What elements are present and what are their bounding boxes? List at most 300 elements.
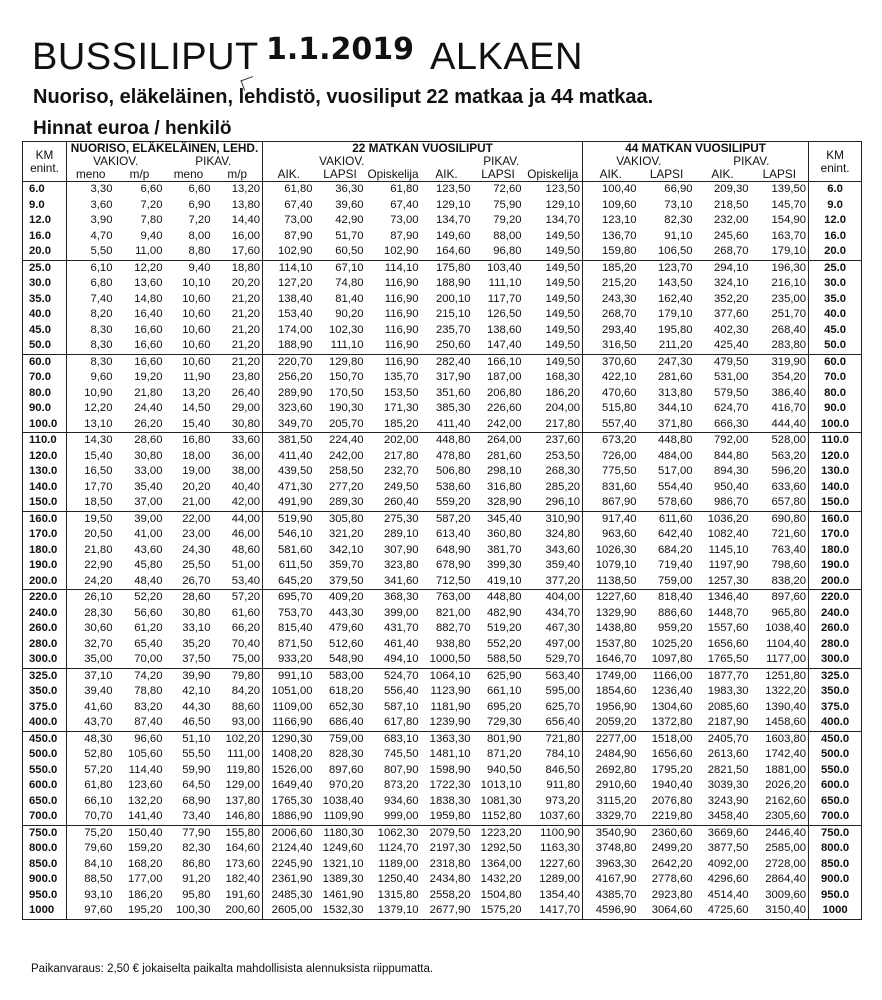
km-cell: 375.0: [23, 700, 67, 716]
price-cell: 478,80: [435, 449, 471, 462]
km-cell: 140.0: [23, 480, 67, 496]
price-cell: 10,60: [182, 308, 211, 321]
km-cell: 650.0: [23, 794, 67, 810]
price-cell: 2923,80: [651, 888, 693, 901]
price-cell: 55,50: [182, 748, 211, 761]
price-cell: 1526,00: [271, 763, 313, 776]
price-cell: 18,80: [213, 260, 263, 276]
price-cell: 138,40: [277, 292, 313, 305]
price-cell: 2910,60: [595, 779, 637, 792]
km-cell: 40.0: [23, 307, 67, 323]
price-cell: 1722,30: [429, 779, 471, 792]
price-cell: 10,60: [165, 354, 213, 370]
price-cell: 26,20: [134, 417, 163, 430]
price-cell: 1109,90: [323, 810, 364, 823]
price-cell: 195,80: [658, 323, 693, 336]
price-cell: 2677,90: [421, 903, 473, 919]
price-cell: 61,20: [134, 622, 163, 635]
price-cell: 75,00: [213, 652, 263, 668]
price-cell: 91,10: [664, 229, 693, 242]
price-cell: 4725,60: [695, 903, 751, 919]
price-cell: 32,70: [84, 637, 113, 650]
price-cell: 56,60: [134, 606, 163, 619]
price-cell: 886,60: [658, 606, 693, 619]
price-cell: 60,50: [335, 245, 364, 258]
price-cell: 642,40: [658, 528, 693, 541]
price-cell: 1180,30: [315, 825, 366, 841]
price-cell: 321,20: [328, 528, 364, 541]
price-cell: 911,80: [524, 778, 583, 794]
price-cell: 1838,30: [429, 794, 471, 807]
km-cell: 900.0: [23, 872, 67, 888]
price-cell: 86,80: [182, 857, 211, 870]
price-cell: 3,90: [90, 214, 113, 227]
price-cell: 16,60: [115, 354, 165, 370]
price-cell: 319,90: [751, 354, 809, 370]
price-cell: 753,70: [277, 606, 313, 619]
price-cell: 1026,30: [595, 543, 637, 556]
km-cell: 60.0: [23, 354, 67, 370]
price-cell: 13,60: [134, 277, 163, 290]
price-cell: 559,20: [435, 496, 471, 509]
km-cell-right: 750.0: [809, 825, 862, 841]
price-cell: 116,90: [384, 292, 419, 305]
price-cell: 75,90: [493, 198, 522, 211]
price-cell: 149,50: [524, 323, 583, 339]
price-cell: 444,40: [751, 417, 809, 433]
price-unit-note: Hinnat euroa / henkilö: [33, 118, 232, 139]
table-row: [23, 747, 862, 763]
price-cell: 16,60: [134, 339, 163, 352]
km-cell: 700.0: [23, 809, 67, 825]
price-cell: 9,40: [140, 229, 163, 242]
price-cell: 1250,40: [377, 873, 419, 886]
price-cell: 33,10: [182, 622, 211, 635]
price-cell: 425,40: [714, 339, 749, 352]
price-cell: 66,10: [84, 794, 113, 807]
price-cell: 381,70: [486, 543, 522, 556]
price-cell: 1145,10: [708, 543, 749, 556]
table-row: [23, 244, 862, 260]
price-cell: 933,20: [277, 653, 313, 666]
price-cell: 897,60: [328, 763, 364, 776]
km-cell: 325.0: [23, 668, 67, 684]
price-cell: 3115,20: [596, 794, 637, 807]
footer-note: Paikanvaraus: 2,50 € jokaiselta paikalta mahdollisista alennuksista riippumatta.: [31, 963, 434, 975]
price-cell: 253,50: [524, 449, 583, 465]
price-cell: 114,10: [263, 260, 315, 276]
price-cell: 87,90: [390, 229, 419, 242]
price-cell: 19,20: [134, 371, 163, 384]
price-cell: 351,60: [435, 386, 471, 399]
km-header-right-bottom: enint.: [820, 160, 850, 175]
price-cell: 96,60: [115, 731, 165, 747]
price-cell: 294,10: [695, 260, 751, 276]
km-cell: 100.0: [23, 417, 67, 433]
price-cell: 73,10: [664, 198, 693, 211]
price-cell: 48,40: [134, 574, 163, 587]
price-cell: 66,90: [664, 183, 693, 196]
price-cell: 147,40: [486, 339, 522, 352]
price-cell: 52,80: [84, 748, 113, 761]
price-cell: 114,40: [128, 763, 163, 776]
price-cell: 2277,00: [583, 731, 639, 747]
km-cell: 20.0: [23, 244, 67, 260]
price-cell: 2605,00: [263, 903, 315, 919]
price-cell: 136,70: [602, 229, 637, 242]
price-cell: 46,50: [182, 716, 211, 729]
price-cell: 166,10: [473, 354, 524, 370]
price-cell: 940,50: [486, 763, 522, 776]
price-cell: 491,90: [277, 496, 313, 509]
price-cell: 422,10: [602, 371, 637, 384]
price-cell: 114,10: [366, 260, 421, 276]
price-cell: 2864,40: [751, 872, 809, 888]
price-cell: 149,50: [524, 354, 583, 370]
price-cell: 625,90: [473, 668, 524, 684]
price-cell: 6,60: [140, 183, 163, 196]
price-cell: 1036,20: [695, 511, 751, 527]
price-cell: 3150,40: [751, 903, 809, 919]
table-row: [23, 417, 862, 433]
km-cell: 300.0: [23, 652, 67, 668]
price-cell: 784,10: [524, 747, 583, 763]
price-cell: 155,80: [213, 825, 263, 841]
price-cell: 41,60: [84, 700, 113, 713]
table-row: [23, 668, 862, 684]
price-cell: 324,80: [524, 527, 583, 543]
table-row: [23, 543, 862, 559]
price-cell: 1051,00: [271, 685, 313, 698]
km-cell: 450.0: [23, 731, 67, 747]
price-cell: 557,40: [602, 417, 637, 430]
price-cell: 1251,80: [751, 668, 809, 684]
km-cell-right: 650.0: [809, 794, 862, 810]
price-cell: 42,00: [213, 495, 263, 511]
price-cell: 88,00: [493, 229, 522, 242]
km-cell: 35.0: [23, 292, 67, 308]
price-cell: 1227,60: [583, 590, 639, 606]
price-cell: 188,90: [435, 277, 471, 290]
price-cell: 14,50: [182, 402, 211, 415]
price-cell: 2485,30: [271, 888, 313, 901]
table-row: [23, 464, 862, 480]
price-cell: 215,20: [602, 277, 637, 290]
price-cell: 116,90: [384, 277, 419, 290]
table-row: [23, 292, 862, 308]
table-row: [23, 606, 862, 622]
price-cell: 132,20: [127, 794, 163, 807]
price-cell: 368,30: [366, 590, 421, 606]
price-table-body: [23, 182, 862, 920]
price-cell: 78,80: [134, 685, 163, 698]
price-cell: 1239,90: [429, 716, 471, 729]
price-cell: 2197,30: [429, 842, 471, 855]
km-cell-right: 12.0: [809, 213, 862, 229]
price-cell: 1656,60: [651, 748, 693, 761]
price-cell: 611,60: [639, 511, 695, 527]
km-cell: 45.0: [23, 323, 67, 339]
price-cell: 129,00: [213, 778, 263, 794]
price-cell: 129,10: [524, 198, 583, 214]
price-cell: 448,80: [473, 590, 524, 606]
price-cell: 1646,70: [595, 653, 637, 666]
col-lapsi: LAPSI: [639, 168, 695, 182]
price-cell: 68,90: [182, 794, 211, 807]
km-cell-right: 700.0: [809, 809, 862, 825]
price-cell: 1765,30: [271, 794, 313, 807]
price-cell: 2059,20: [595, 716, 637, 729]
price-cell: 35,00: [84, 653, 113, 666]
group-header-22: 22 MATKAN VUOSILIPUT: [263, 142, 583, 156]
price-cell: 1322,20: [751, 684, 809, 700]
km-cell: 280.0: [23, 637, 67, 653]
price-cell: 29,00: [213, 401, 263, 417]
price-cell: 123,10: [602, 214, 637, 227]
price-cell: 581,60: [277, 543, 313, 556]
price-cell: 494,10: [383, 653, 419, 666]
price-cell: 111,00: [213, 747, 263, 763]
km-cell-right: 150.0: [809, 495, 862, 511]
price-cell: 2446,40: [751, 825, 809, 841]
col-opiskelija: Opiskelija: [524, 168, 583, 182]
km-cell: 6.0: [23, 182, 67, 198]
price-cell: 3,30: [90, 183, 113, 196]
price-cell: 39,40: [84, 685, 113, 698]
price-cell: 15,40: [84, 449, 113, 462]
price-cell: 1109,00: [272, 700, 313, 713]
price-cell: 359,40: [524, 558, 583, 574]
price-cell: 1765,50: [707, 653, 749, 666]
price-cell: 191,60: [213, 888, 263, 904]
price-cell: 1575,20: [473, 903, 524, 919]
price-cell: 149,50: [524, 244, 583, 260]
price-cell: 117,70: [487, 292, 522, 305]
price-cell: 1038,40: [322, 794, 364, 807]
title-text-left: BUSSILIPUT: [32, 36, 259, 78]
km-cell: 70.0: [23, 370, 67, 386]
document-title: [32, 28, 872, 80]
col-aik: AIK.: [263, 168, 315, 182]
km-cell-right: 600.0: [809, 778, 862, 794]
price-cell: 1025,20: [651, 637, 693, 650]
price-cell: 690,80: [751, 511, 809, 527]
price-cell: 1742,40: [751, 747, 809, 763]
price-cell: 1152,80: [481, 810, 522, 823]
price-cell: 897,60: [751, 590, 809, 606]
table-row: [23, 574, 862, 590]
price-cell: 149,50: [524, 276, 583, 292]
price-cell: 100,40: [602, 183, 637, 196]
price-cell: 1189,00: [378, 857, 419, 870]
table-row: [23, 841, 862, 857]
price-cell: 40,40: [213, 480, 263, 496]
price-cell: 61,60: [213, 606, 263, 622]
price-cell: 19,00: [182, 465, 211, 478]
col-meno: meno: [165, 168, 213, 182]
price-cell: 224,40: [315, 433, 366, 449]
price-cell: 79,60: [84, 842, 113, 855]
km-cell-right: 325.0: [809, 668, 862, 684]
price-cell: 8,30: [90, 323, 113, 336]
price-cell: 179,10: [658, 308, 693, 321]
price-cell: 7,40: [90, 292, 113, 305]
price-cell: 6,10: [67, 260, 115, 276]
price-cell: 28,30: [84, 606, 113, 619]
table-row: [23, 307, 862, 323]
price-cell: 596,20: [751, 464, 809, 480]
price-cell: 587,20: [421, 511, 473, 527]
km-cell: 190.0: [23, 558, 67, 574]
price-cell: 1038,40: [751, 621, 809, 637]
price-cell: 497,00: [524, 637, 583, 653]
km-cell-right: 500.0: [809, 747, 862, 763]
km-cell: 120.0: [23, 449, 67, 465]
price-cell: 37,50: [182, 653, 211, 666]
price-cell: 84,10: [84, 857, 113, 870]
km-cell: 30.0: [23, 276, 67, 292]
price-cell: 102,20: [213, 731, 263, 747]
price-cell: 72,60: [493, 183, 522, 196]
price-cell: 18,00: [182, 449, 211, 462]
price-cell: 844,80: [714, 449, 749, 462]
price-cell: 211,20: [658, 339, 693, 352]
price-cell: 19,50: [67, 511, 115, 527]
price-cell: 218,50: [714, 198, 749, 211]
price-cell: 8,30: [90, 339, 113, 352]
km-cell-right: 160.0: [809, 511, 862, 527]
price-cell: 1177,00: [751, 652, 809, 668]
price-cell: 305,80: [315, 511, 366, 527]
col-lapsi: LAPSI: [315, 168, 366, 182]
price-cell: 43,70: [84, 716, 113, 729]
price-cell: 2006,60: [263, 825, 315, 841]
price-cell: 77,90: [165, 825, 213, 841]
price-cell: 61,80: [84, 779, 113, 792]
price-cell: 2219,80: [651, 810, 693, 823]
price-cell: 33,00: [134, 465, 163, 478]
price-cell: 182,40: [213, 872, 263, 888]
price-cell: 70,70: [84, 810, 113, 823]
price-cell: 168,20: [127, 857, 163, 870]
price-cell: 1081,30: [480, 794, 522, 807]
price-cell: 67,40: [390, 198, 419, 211]
price-cell: 25,50: [182, 559, 211, 572]
price-cell: 13,20: [213, 182, 263, 198]
price-cell: 4,70: [90, 229, 113, 242]
price-cell: 70,00: [134, 653, 163, 666]
price-cell: 1000,50: [429, 653, 471, 666]
price-cell: 431,70: [383, 622, 419, 635]
price-cell: 1123,90: [430, 685, 471, 698]
price-cell: 146,80: [213, 809, 263, 825]
table-row: [23, 527, 862, 543]
price-cell: 1518,00: [639, 731, 695, 747]
price-cell: 6,60: [188, 183, 211, 196]
price-cell: 39,00: [115, 511, 165, 527]
table-row: [23, 276, 862, 292]
price-cell: 16,00: [213, 229, 263, 245]
table-row: [23, 558, 862, 574]
km-cell-right: 280.0: [809, 637, 862, 653]
price-cell: 143,50: [658, 277, 693, 290]
title-text-right: ALKAEN: [430, 36, 583, 78]
price-cell: 12,20: [115, 260, 165, 276]
price-cell: 307,90: [383, 543, 419, 556]
price-cell: 281,60: [658, 371, 693, 384]
price-cell: 64,50: [182, 779, 211, 792]
price-cell: 37,00: [134, 496, 163, 509]
price-cell: 354,20: [751, 370, 809, 386]
price-cell: 439,50: [277, 465, 313, 478]
km-cell: 90.0: [23, 401, 67, 417]
price-cell: 15,40: [182, 417, 211, 430]
price-cell: 149,50: [524, 292, 583, 308]
price-cell: 2026,20: [751, 778, 809, 794]
price-cell: 1227,60: [524, 857, 583, 873]
price-cell: 52,20: [115, 590, 165, 606]
price-cell: 2245,90: [271, 857, 313, 870]
table-row: [23, 182, 862, 198]
price-cell: 4296,60: [707, 873, 749, 886]
price-cell: 2692,80: [595, 763, 637, 776]
price-cell: 13,10: [84, 417, 113, 430]
km-cell-right: 45.0: [809, 323, 862, 339]
km-cell-right: 170.0: [809, 527, 862, 543]
price-cell: 187,00: [486, 371, 522, 384]
price-cell: 4596,90: [583, 903, 639, 919]
km-cell-right: 350.0: [809, 684, 862, 700]
price-cell: 1504,80: [480, 888, 522, 901]
table-row: [23, 857, 862, 873]
price-cell: 1886,90: [271, 810, 313, 823]
price-cell: 206,80: [486, 386, 522, 399]
price-cell: 617,80: [383, 716, 419, 729]
price-cell: 648,90: [435, 543, 471, 556]
table-row: [23, 590, 862, 606]
price-cell: 1197,90: [708, 559, 749, 572]
price-cell: 7,80: [140, 214, 163, 227]
price-cell: 102,90: [277, 245, 313, 258]
price-cell: 3540,90: [583, 825, 639, 841]
price-cell: 3329,70: [595, 810, 637, 823]
price-cell: 289,90: [277, 386, 313, 399]
price-cell: 3,60: [90, 198, 113, 211]
price-cell: 1104,40: [751, 637, 809, 653]
col-opiskelija: Opiskelija: [367, 167, 419, 181]
price-cell: 399,00: [383, 606, 419, 619]
km-cell-right: 300.0: [809, 652, 862, 668]
price-cell: 519,20: [486, 622, 522, 635]
col-aik: AIK.: [421, 168, 473, 182]
price-cell: 1461,90: [322, 888, 364, 901]
km-cell: 160.0: [23, 511, 67, 527]
price-cell: 10,60: [182, 292, 211, 305]
price-cell: 162,40: [658, 292, 693, 305]
price-cell: 232,00: [714, 214, 749, 227]
price-cell: 673,20: [583, 433, 639, 449]
price-cell: 237,60: [524, 433, 583, 449]
price-cell: 2162,60: [751, 794, 809, 810]
price-cell: 48,60: [213, 543, 263, 559]
price-cell: 1304,60: [651, 700, 693, 713]
price-cell: 8,20: [90, 308, 113, 321]
price-cell: 209,30: [714, 183, 749, 196]
youth-vakiov-header: VAKIOV.: [93, 154, 139, 168]
price-cell: 763,00: [421, 590, 473, 606]
price-cell: 24,30: [182, 543, 211, 556]
price-cell: 123,60: [127, 779, 163, 792]
